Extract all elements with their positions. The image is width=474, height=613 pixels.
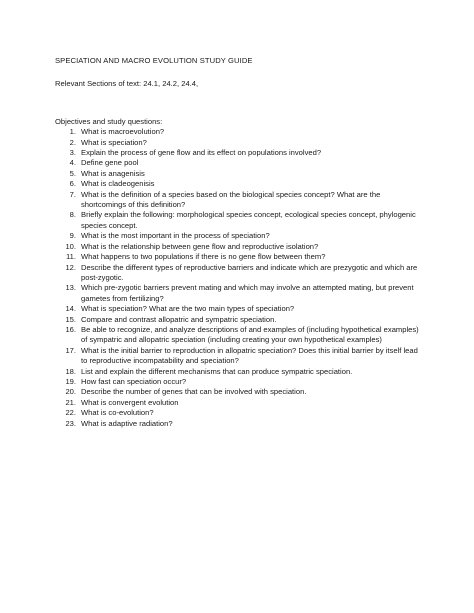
question-text: Which pre-zygotic barriers prevent mating and which may involve an attempted mating, but prevent gametes from fertilizing? (81, 283, 414, 303)
question-text: What happens to two populations if there is no gene flow between them? (81, 252, 326, 262)
question-text: Be able to recognize, and analyze descriptions of and examples of (including hypothetical examples) of sympatric and allopatric speciation (including creating your own hypothetical examples) (81, 324, 419, 345)
question-item (55, 169, 425, 179)
document-title: SPECIATION AND MACRO EVOLUTION STUDY GUIDE (55, 56, 253, 65)
question-number: 3. (69, 148, 76, 158)
question-text: How fast can speciation occur? (81, 376, 187, 386)
question-text: What is the definition of a species based on the biological species concept? What are the shortcomings of this definition? (81, 189, 381, 210)
question-text: What is speciation? (81, 137, 147, 147)
question-text: What is anagenisis (81, 168, 145, 178)
objectives-heading: Objectives and study questions: (55, 116, 163, 126)
question-text: What is the relationship between gene flow and reproductive isolation? (81, 241, 319, 251)
question-number: 7. (69, 189, 76, 199)
question-number: 16. (65, 324, 76, 334)
question-text: What is the initial barrier to reproduction in allopatric speciation? Does this initial barrier by itself lead to reproductive incompatability and speciation? (81, 345, 418, 366)
question-item (55, 387, 425, 397)
question-text: What is adaptive radiation? (81, 418, 173, 428)
question-item (55, 242, 425, 252)
question-item (55, 179, 425, 189)
question-number: 11. (66, 252, 76, 262)
question-item (55, 304, 425, 314)
question-text: What is convergent evolution (81, 397, 179, 407)
question-item (55, 231, 425, 241)
question-item (55, 408, 425, 418)
question-number: 14. (65, 304, 76, 314)
question-number: 17. (65, 345, 76, 355)
question-number: 20. (65, 387, 76, 397)
question-number: 22. (65, 408, 76, 418)
question-item (55, 127, 425, 137)
question-text: Describe the different types of reproductive barriers and indicate which are prezygotic and which are post-zygotic. (81, 262, 418, 282)
question-list (55, 127, 425, 429)
question-number: 21. (65, 397, 76, 407)
relevant-sections: Relevant Sections of text: 24.1, 24.2, 24.4, (55, 79, 199, 89)
question-item (55, 377, 425, 387)
study-guide (55, 56, 425, 429)
question-text: What is speciation? What are the two main types of speciation? (81, 304, 295, 314)
question-number: 13. (65, 283, 76, 293)
question-number: 2. (69, 137, 76, 147)
question-number: 8. (69, 210, 76, 220)
question-item (55, 346, 425, 367)
question-text: Define gene pool (81, 158, 139, 168)
question-number: 10. (65, 241, 76, 251)
question-text: Explain the process of gene flow and its effect on populations involved? (81, 148, 322, 158)
question-item (55, 210, 425, 231)
question-number: 19. (65, 376, 76, 386)
question-item (55, 158, 425, 168)
question-text: Describe the number of genes that can be involved with speciation. (81, 387, 307, 397)
question-text: Compare and contrast allopatric and sympatric speciation. (81, 314, 277, 324)
question-number: 4. (69, 158, 76, 168)
question-item (55, 398, 425, 408)
question-text: What is co-evolution? (81, 408, 154, 418)
question-item (55, 325, 425, 346)
question-number: 5. (69, 168, 76, 178)
question-item (55, 252, 425, 262)
question-text: List and explain the different mechanisms that can produce sympatric speciation. (81, 366, 353, 376)
question-text: What is macroevolution? (81, 127, 165, 137)
question-number: 12. (65, 262, 76, 272)
question-item (55, 190, 425, 211)
question-text: What is the most important in the process of speciation? (81, 231, 270, 241)
question-text: What is cladeogenisis (81, 179, 155, 189)
question-item (55, 315, 425, 325)
question-item (55, 367, 425, 377)
question-item (55, 263, 425, 284)
question-number: 18. (65, 366, 76, 376)
question-number: 1. (69, 127, 76, 137)
question-item (55, 283, 425, 304)
question-item (55, 138, 425, 148)
question-number: 6. (69, 179, 76, 189)
question-item (55, 419, 425, 429)
question-text: Briefly explain the following: morphological species concept, ecological species concept, phylogenic species concept. (81, 210, 416, 230)
question-number: 9. (69, 231, 76, 241)
question-number: 23. (65, 418, 76, 428)
question-item (55, 148, 425, 158)
question-number: 15. (65, 314, 76, 324)
